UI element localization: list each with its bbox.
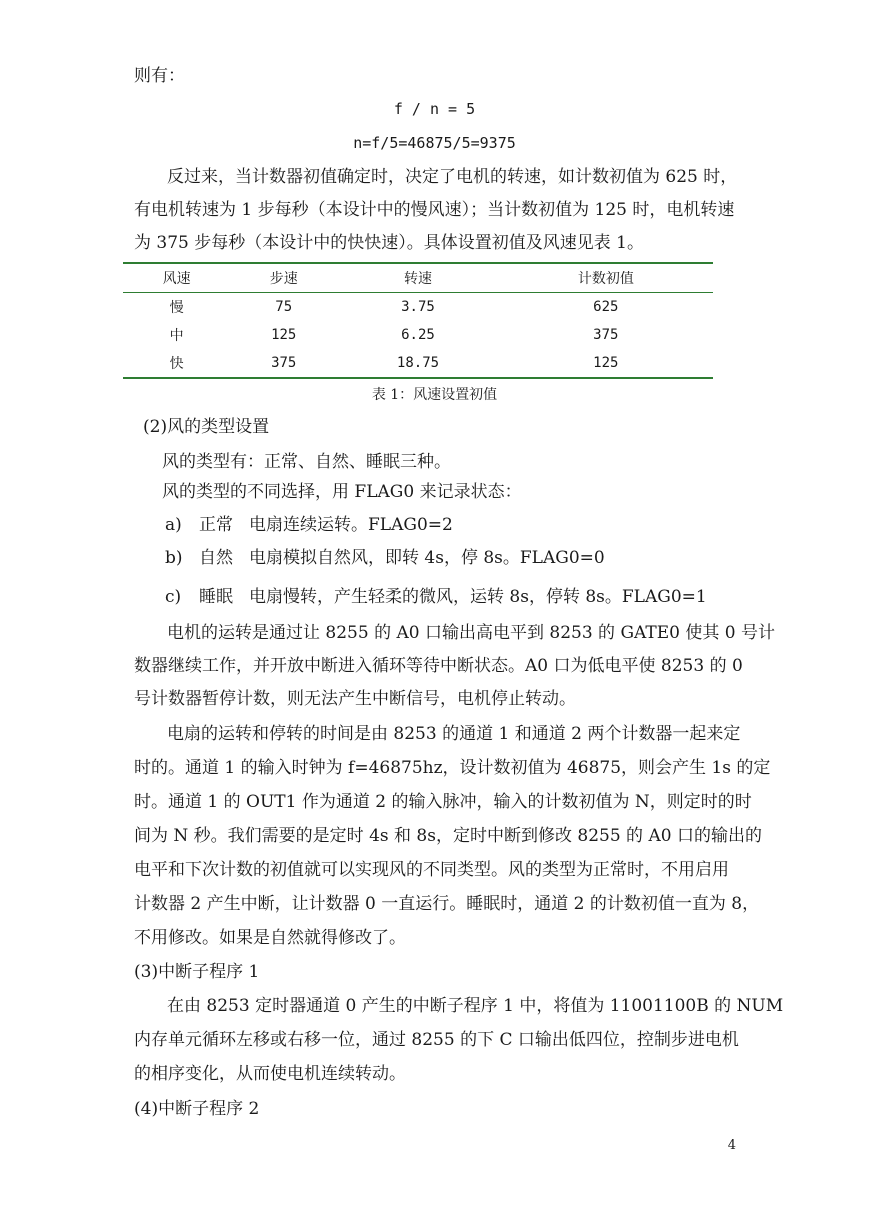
- paragraph-line: 号计数器暂停计数，则无法产生中断信号，电机停止转动。: [134, 689, 576, 709]
- paragraph-line: 电平和下次计数的初值就可以实现风的不同类型。风的类型为正常时，不用启用: [134, 860, 729, 880]
- paragraph-line: 风的类型的不同选择，用 FLAG0 来记录状态：: [162, 482, 522, 502]
- section-heading: (2)风的类型设置: [143, 417, 270, 437]
- section-heading: (4)中断子程序 2: [134, 1099, 260, 1119]
- list-item: [165, 513, 453, 537]
- paragraph-line: 反过来，当计数器初值确定时，决定了电机的转速，如计数初值为 625 时，: [167, 167, 738, 187]
- list-item-desc: 电扇模拟自然风，即转 4s，停 8s。FLAG0=0: [249, 548, 605, 568]
- list-marker: b): [165, 548, 183, 568]
- table-cell: 18.75: [396, 355, 440, 371]
- list-item-name: 自然: [199, 548, 233, 568]
- list-item-desc: 电扇慢转，产生轻柔的微风，运转 8s，停转 8s。FLAG0=1: [249, 587, 707, 607]
- table-header-row: [123, 263, 713, 293]
- paragraph-line: 不用修改。如果是自然就得修改了。: [134, 928, 406, 948]
- paragraph-line: 有电机转速为 1 步每秒（本设计中的慢风速）；当计数初值为 125 时，电机转速: [134, 200, 735, 220]
- wind-speed-table: [123, 262, 713, 379]
- table-row: [123, 349, 713, 378]
- list-marker: c): [165, 587, 182, 607]
- table-cell: 375: [593, 327, 619, 343]
- paragraph-line: 电扇的运转和停转的时间是由 8253 的通道 1 和通道 2 两个计数器一起来定: [167, 724, 741, 744]
- paragraph-line: 时。通道 1 的 OUT1 作为通道 2 的输入脉冲，输入的计数初值为 N，则定时的时: [134, 792, 752, 812]
- list-item: [165, 585, 707, 609]
- list-item-name: 睡眠: [199, 587, 233, 607]
- list-item-name: 正常: [199, 515, 233, 535]
- table-row: [123, 321, 713, 349]
- column-header: 步速: [230, 263, 337, 293]
- table-row: [123, 293, 713, 322]
- paragraph-line: 为 375 步每秒（本设计中的快快速）。具体设置初值及风速见表 1。: [134, 233, 644, 253]
- table-caption: 表 1：风速设置初值: [371, 387, 498, 403]
- table-cell: 6.25: [401, 327, 435, 343]
- paragraph-line: 在由 8253 定时器通道 0 产生的中断子程序 1 中，将值为 11001100B 的 NUM: [167, 996, 784, 1016]
- column-header: 风速: [123, 263, 230, 293]
- table-cell: 125: [271, 327, 297, 343]
- paragraph-line: 的相序变化，从而使电机连续转动。: [134, 1064, 406, 1084]
- paragraph-line: 风的类型有：正常、自然、睡眠三种。: [162, 452, 451, 472]
- list-marker: a): [165, 515, 182, 535]
- paragraph-line: 计数器 2 产生中断，让计数器 0 一直运行。睡眠时，通道 2 的计数初值一直为 8，: [134, 894, 760, 914]
- paragraph-line: 内存单元循环左移或右移一位，通过 8255 的下 C 口输出低四位，控制步进电机: [134, 1030, 739, 1050]
- column-header: 计数初值: [499, 263, 713, 293]
- table-cell: 慢: [169, 300, 184, 316]
- section-heading: (3)中断子程序 1: [134, 962, 260, 982]
- paragraph-line: 时的。通道 1 的输入时钟为 f=46875hz，设计数初值为 46875，则会产生 1s 的定: [134, 758, 771, 778]
- column-header: 转速: [337, 263, 498, 293]
- formula-ratio: f / n = 5: [393, 100, 476, 118]
- list-item: [165, 546, 605, 570]
- paragraph-line: 间为 N 秒。我们需要的是定时 4s 和 8s，定时中断到修改 8255 的 A0 口的输出的: [134, 826, 762, 846]
- formula-count: n=f/5=46875/5=9375: [353, 134, 516, 152]
- table-cell: 75: [275, 299, 293, 315]
- table-cell: 快: [169, 356, 184, 372]
- table-cell: 中: [169, 328, 184, 344]
- paragraph-line: 数器继续工作，并开放中断进入循环等待中断状态。A0 口为低电平使 8253 的 0: [134, 656, 743, 676]
- paragraph-line: 电机的运转是通过让 8255 的 A0 口输出高电平到 8253 的 GATE0 使其 0 号计: [167, 623, 775, 643]
- page-number: 4: [727, 1138, 736, 1153]
- intro-text: 则有：: [134, 66, 185, 86]
- table-cell: 125: [593, 355, 619, 371]
- list-item-desc: 电扇连续运转。FLAG0=2: [249, 515, 453, 535]
- table-cell: 625: [593, 299, 619, 315]
- table-cell: 375: [271, 355, 297, 371]
- table-cell: 3.75: [401, 299, 435, 315]
